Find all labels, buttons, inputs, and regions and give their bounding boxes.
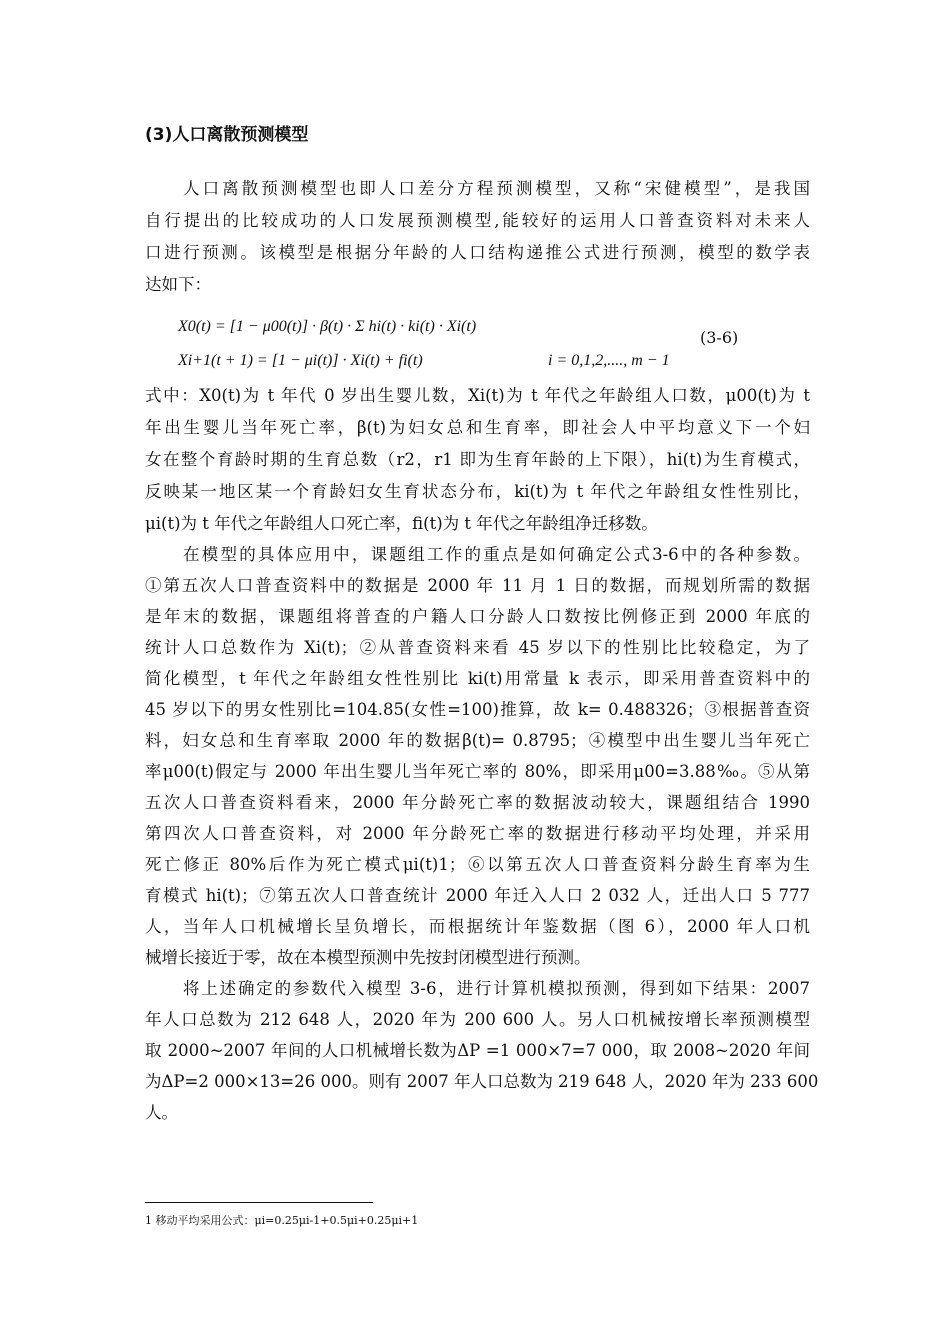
application-line: 简化模型，t 年代之年龄组女性性别比 ki(t)用常量 k 表示，即采用普查资料中的 xyxy=(145,669,810,688)
application-line: ①第五次人口普查资料中的数据是 2000 年 11 月 1 日的数据，而规划所需的数据 xyxy=(145,576,810,595)
equation-number: (3-6) xyxy=(700,328,739,347)
definition-line: 女在整个育龄时期的生育总数（r2，r1 即为生育年龄的上下限），hi(t)为生育模式， xyxy=(145,450,810,469)
application-line: 料，妇女总和生育率取 2000 年的数据β(t)= 0.8795；④模型中出生婴儿当年死亡 xyxy=(145,731,810,750)
application-line: 死亡修正 80%后作为死亡模式μi(t)1；⑥以第五次人口普查资料分龄生育率为生 xyxy=(145,855,810,874)
equation-line-1: X0(t) = [1 − μ00(t)] · β(t) · Σ hi(t) · ki(t) · Xi(t) xyxy=(178,318,477,335)
application-line: 械增长接近于零，故在本模型预测中先按封闭模型进行预测。 xyxy=(145,948,591,967)
result-line: 取 2000~2007 年间的人口机械增长数为ΔP =1 000×7=7 000，取 2008~2020 年间 xyxy=(145,1041,810,1060)
application-line: 五次人口普查资料看来，2000 年分龄死亡率的数据波动较大，课题组结合 1990 xyxy=(145,793,810,812)
definition-line: 反映某一地区某一个育龄妇女生育状态分布，ki(t)为 t 年代之年龄组女性性别比， xyxy=(145,482,810,501)
definition-line: 式中：X0(t)为 t 年代 0 岁出生婴儿数，Xi(t)为 t 年代之年龄组人口数，μ00(t)为 t xyxy=(145,386,810,405)
application-line: 人，当年人口机械增长呈负增长，而根据统计年鉴数据（图 6），2000 年人口机 xyxy=(145,917,810,936)
application-line: 统计人口总数作为 Xi(t)；②从普查资料来看 45 岁以下的性别比比较稳定，为了 xyxy=(145,638,810,657)
intro-line: 人口离散预测模型也即人口差分方程预测模型，又称“宋健模型”，是我国 xyxy=(183,179,810,198)
intro-line: 达如下： xyxy=(145,275,211,294)
application-line: 在模型的具体应用中，课题组工作的重点是如何确定公式3-6中的各种参数。 xyxy=(183,545,810,564)
application-line: 率μ00(t)假定与 2000 年出生婴儿当年死亡率的 80%，即采用μ00=3.88‰。⑤从第 xyxy=(145,762,810,781)
intro-line: 口进行预测。该模型是根据分年龄的人口结构递推公式进行预测，模型的数学表 xyxy=(145,243,810,262)
application-line: 是年末的数据，课题组将普查的户籍人口分龄人口数按比例修正到 2000 年底的 xyxy=(145,607,810,626)
result-line: 将上述确定的参数代入模型 3-6，进行计算机模拟预测，得到如下结果：2007 xyxy=(183,979,810,998)
result-line: 为ΔP=2 000×13=26 000。则有 2007 年人口总数为 219 648 人，2020 年为 233 600 xyxy=(145,1072,819,1091)
equation-line-2: Xi+1(t + 1) = [1 − μi(t)] · Xi(t) + fi(t) xyxy=(178,352,423,369)
definition-line: 年出生婴儿当年死亡率，β(t)为妇女总和生育率，即社会人中平均意义下一个妇 xyxy=(145,418,810,437)
result-line: 年人口总数为 212 648 人，2020 年为 200 600 人。另人口机械按增长率预测模型 xyxy=(145,1010,810,1029)
equation-condition: i = 0,1,2,...., m − 1 xyxy=(548,352,670,369)
application-line: 育模式 hi(t)；⑦第五次人口普查统计 2000 年迁入人口 2 032 人，迁出人口 5 777 xyxy=(145,886,810,905)
footnote-rule xyxy=(145,1202,373,1203)
intro-line: 自行提出的比较成功的人口发展预测模型,能较好的运用人口普查资料对未来人 xyxy=(145,211,810,230)
definition-line: μi(t)为 t 年代之年龄组人口死亡率，fi(t)为 t 年代之年龄组净迁移数。 xyxy=(145,514,658,533)
result-line: 人。 xyxy=(145,1103,178,1122)
section-heading: (3)人口离散预测模型 xyxy=(145,125,309,145)
application-line: 45 岁以下的男女性别比=104.85(女性=100)推算，故 k= 0.488326；③根据普查资 xyxy=(145,700,810,719)
footnote: 1 移动平均采用公式：μi=0.25μi-1+0.5μi+0.25μi+1 xyxy=(145,1214,419,1227)
application-line: 第四次人口普查资料，对 2000 年分龄死亡率的数据进行移动平均处理，并采用 xyxy=(145,824,810,843)
